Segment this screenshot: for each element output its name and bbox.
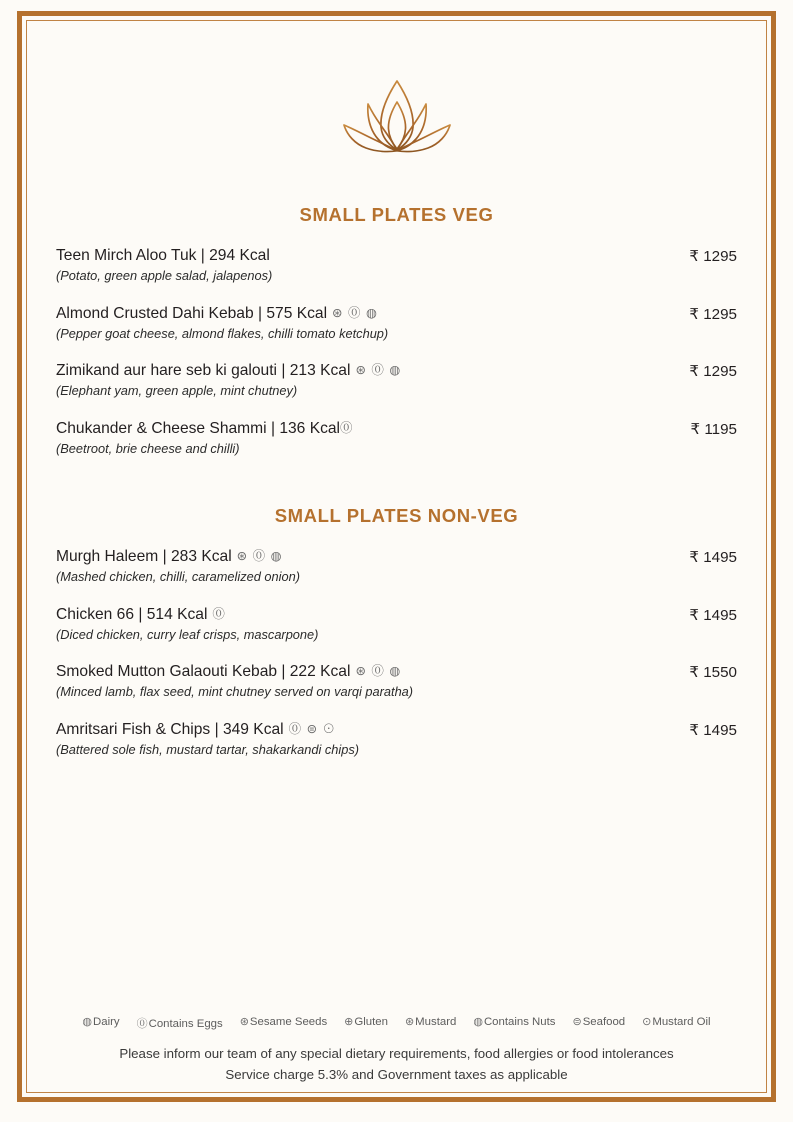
menu-item-price: ₹ 1295 (689, 305, 737, 323)
legend-item-dairy (82, 1015, 119, 1031)
menu-content (27, 21, 766, 1092)
legend-label: Seafood (582, 1015, 626, 1028)
menu-item-info (56, 361, 663, 400)
menu-item-title-row (56, 246, 649, 266)
legend-label: Gluten (354, 1015, 388, 1028)
section-heading-veg: SMALL PLATES VEG (299, 204, 494, 225)
menu-item[interactable] (56, 361, 737, 400)
service-charge-notice: Service charge 5.3% and Government taxes as applicable (225, 1067, 568, 1083)
lotus-icon (341, 78, 453, 156)
allergen-icons: ⊛ ⓪ ◍ (355, 664, 402, 679)
allergen-legend (27, 1015, 766, 1031)
menu-item-title-row (56, 361, 649, 381)
menu-item-price: ₹ 1295 (689, 363, 737, 381)
menu-item-name: Zimikand aur hare seb ki galouti | 213 Kcal (56, 362, 351, 380)
menu-item-name: Amritsari Fish & Chips | 349 Kcal (56, 721, 284, 739)
legend-label: Contains Nuts (483, 1015, 556, 1028)
menu-item-info (56, 547, 663, 586)
menu-item-name: Chicken 66 | 514 Kcal (56, 605, 208, 623)
brand-logo (27, 21, 766, 156)
legend-item-contains-nuts (473, 1015, 555, 1031)
allergen-icons: ⊛ ⓪ ◍ (332, 305, 378, 320)
legend-item-mustard (405, 1015, 456, 1031)
menu-item-info (56, 419, 663, 458)
menu-item-title-row (56, 605, 649, 625)
nuts-icon: ◍ (473, 1015, 483, 1028)
menu-item-title-row (56, 720, 649, 740)
allergen-icons: ⊛ ⓪ ◍ (355, 363, 402, 378)
menu-item-description: (Pepper goat cheese, almond flakes, chilli tomato ketchup) (56, 325, 389, 341)
legend-item-sesame-seeds (240, 1015, 327, 1031)
menu-item-price: ₹ 1495 (689, 722, 737, 740)
legend-label: Sesame Seeds (249, 1015, 328, 1028)
menu-item-name: Almond Crusted Dahi Kebab | 575 Kcal (56, 304, 328, 322)
menu-item-info (56, 605, 663, 644)
dairy-icon: ◍ (82, 1015, 93, 1028)
section-heading-non-veg: SMALL PLATES NON-VEG (274, 505, 519, 527)
menu-item-name: Chukander & Cheese Shammi | 136 Kcal (56, 419, 341, 437)
menu-item-description: (Minced lamb, flax seed, mint chutney served on varqi paratha) (56, 684, 414, 700)
menu-item-description: (Mashed chicken, chilli, caramelized onion) (56, 569, 300, 585)
menu-item-price: ₹ 1295 (689, 248, 737, 265)
menu-item-description: (Elephant yam, green apple, mint chutney) (56, 383, 298, 399)
eggs-icon: ⓪ (136, 1017, 148, 1030)
menu-item-price: ₹ 1495 (689, 549, 737, 567)
menu-item-info (56, 304, 663, 343)
legend-label: Contains Eggs (148, 1017, 223, 1030)
mustard-icon: ⊛ (404, 1015, 415, 1028)
legend-item-mustard-oil (642, 1015, 710, 1031)
menu-item-info (56, 662, 663, 701)
menu-item[interactable] (56, 304, 737, 343)
menu-item[interactable] (56, 419, 737, 458)
legend-item-seafood (572, 1015, 625, 1031)
menu-item-title-row (56, 304, 649, 324)
allergen-icons: ⓪ (212, 606, 226, 621)
menu-item-title-row (56, 662, 649, 682)
menu-item-title-row (56, 419, 649, 439)
menu-item-price: ₹ 1195 (690, 420, 737, 438)
sesame-icon: ⊛ (239, 1015, 249, 1028)
menu-item[interactable] (56, 547, 737, 586)
menu-footer (27, 1015, 766, 1086)
legend-label: Mustard Oil (652, 1015, 711, 1028)
menu-item[interactable] (56, 720, 737, 759)
seafood-icon: ⊜ (572, 1015, 582, 1028)
menu-item-description: (Beetroot, brie cheese and chilli) (56, 440, 240, 456)
legend-item-gluten (344, 1015, 388, 1031)
menu-item-description: (Battered sole fish, mustard tartar, shakarkandi chips) (56, 742, 359, 757)
menu-item-info (56, 720, 663, 759)
menu-section-veg (27, 246, 766, 457)
gluten-icon: ⊕ (344, 1015, 354, 1028)
legend-label: Dairy (93, 1015, 120, 1028)
menu-item-price: ₹ 1495 (689, 606, 737, 624)
legend-item-contains-eggs (137, 1015, 223, 1031)
menu-item-description: (Potato, green apple salad, jalapenos) (56, 267, 273, 283)
menu-item[interactable] (56, 662, 737, 701)
menu-item-price: ₹ 1550 (689, 664, 737, 682)
menu-item-name: Teen Mirch Aloo Tuk | 294 Kcal (56, 247, 270, 264)
menu-item-name: Smoked Mutton Galaouti Kebab | 222 Kcal (56, 663, 351, 681)
menu-item-description: (Diced chicken, curry leaf crisps, mascarpone) (56, 626, 319, 642)
menu-section-non-veg (27, 547, 766, 758)
mustard-oil-icon: ⊙ (642, 1015, 652, 1028)
menu-item-info (56, 246, 663, 285)
menu-item-name: Murgh Haleem | 283 Kcal (56, 548, 232, 566)
menu-item[interactable] (56, 246, 737, 285)
legend-label: Mustard (415, 1015, 457, 1028)
allergen-icons: ⊛ ⓪ ◍ (236, 549, 283, 564)
allergen-icons: ⓪ ⊜ ⊙ (288, 722, 337, 737)
menu-item[interactable] (56, 605, 737, 644)
dietary-notice-line-1: Please inform our team of any special dietary requirements, food allergies or food intolerances (119, 1045, 674, 1061)
allergen-icons: ⓪ (340, 420, 354, 435)
menu-item-title-row (56, 547, 649, 567)
